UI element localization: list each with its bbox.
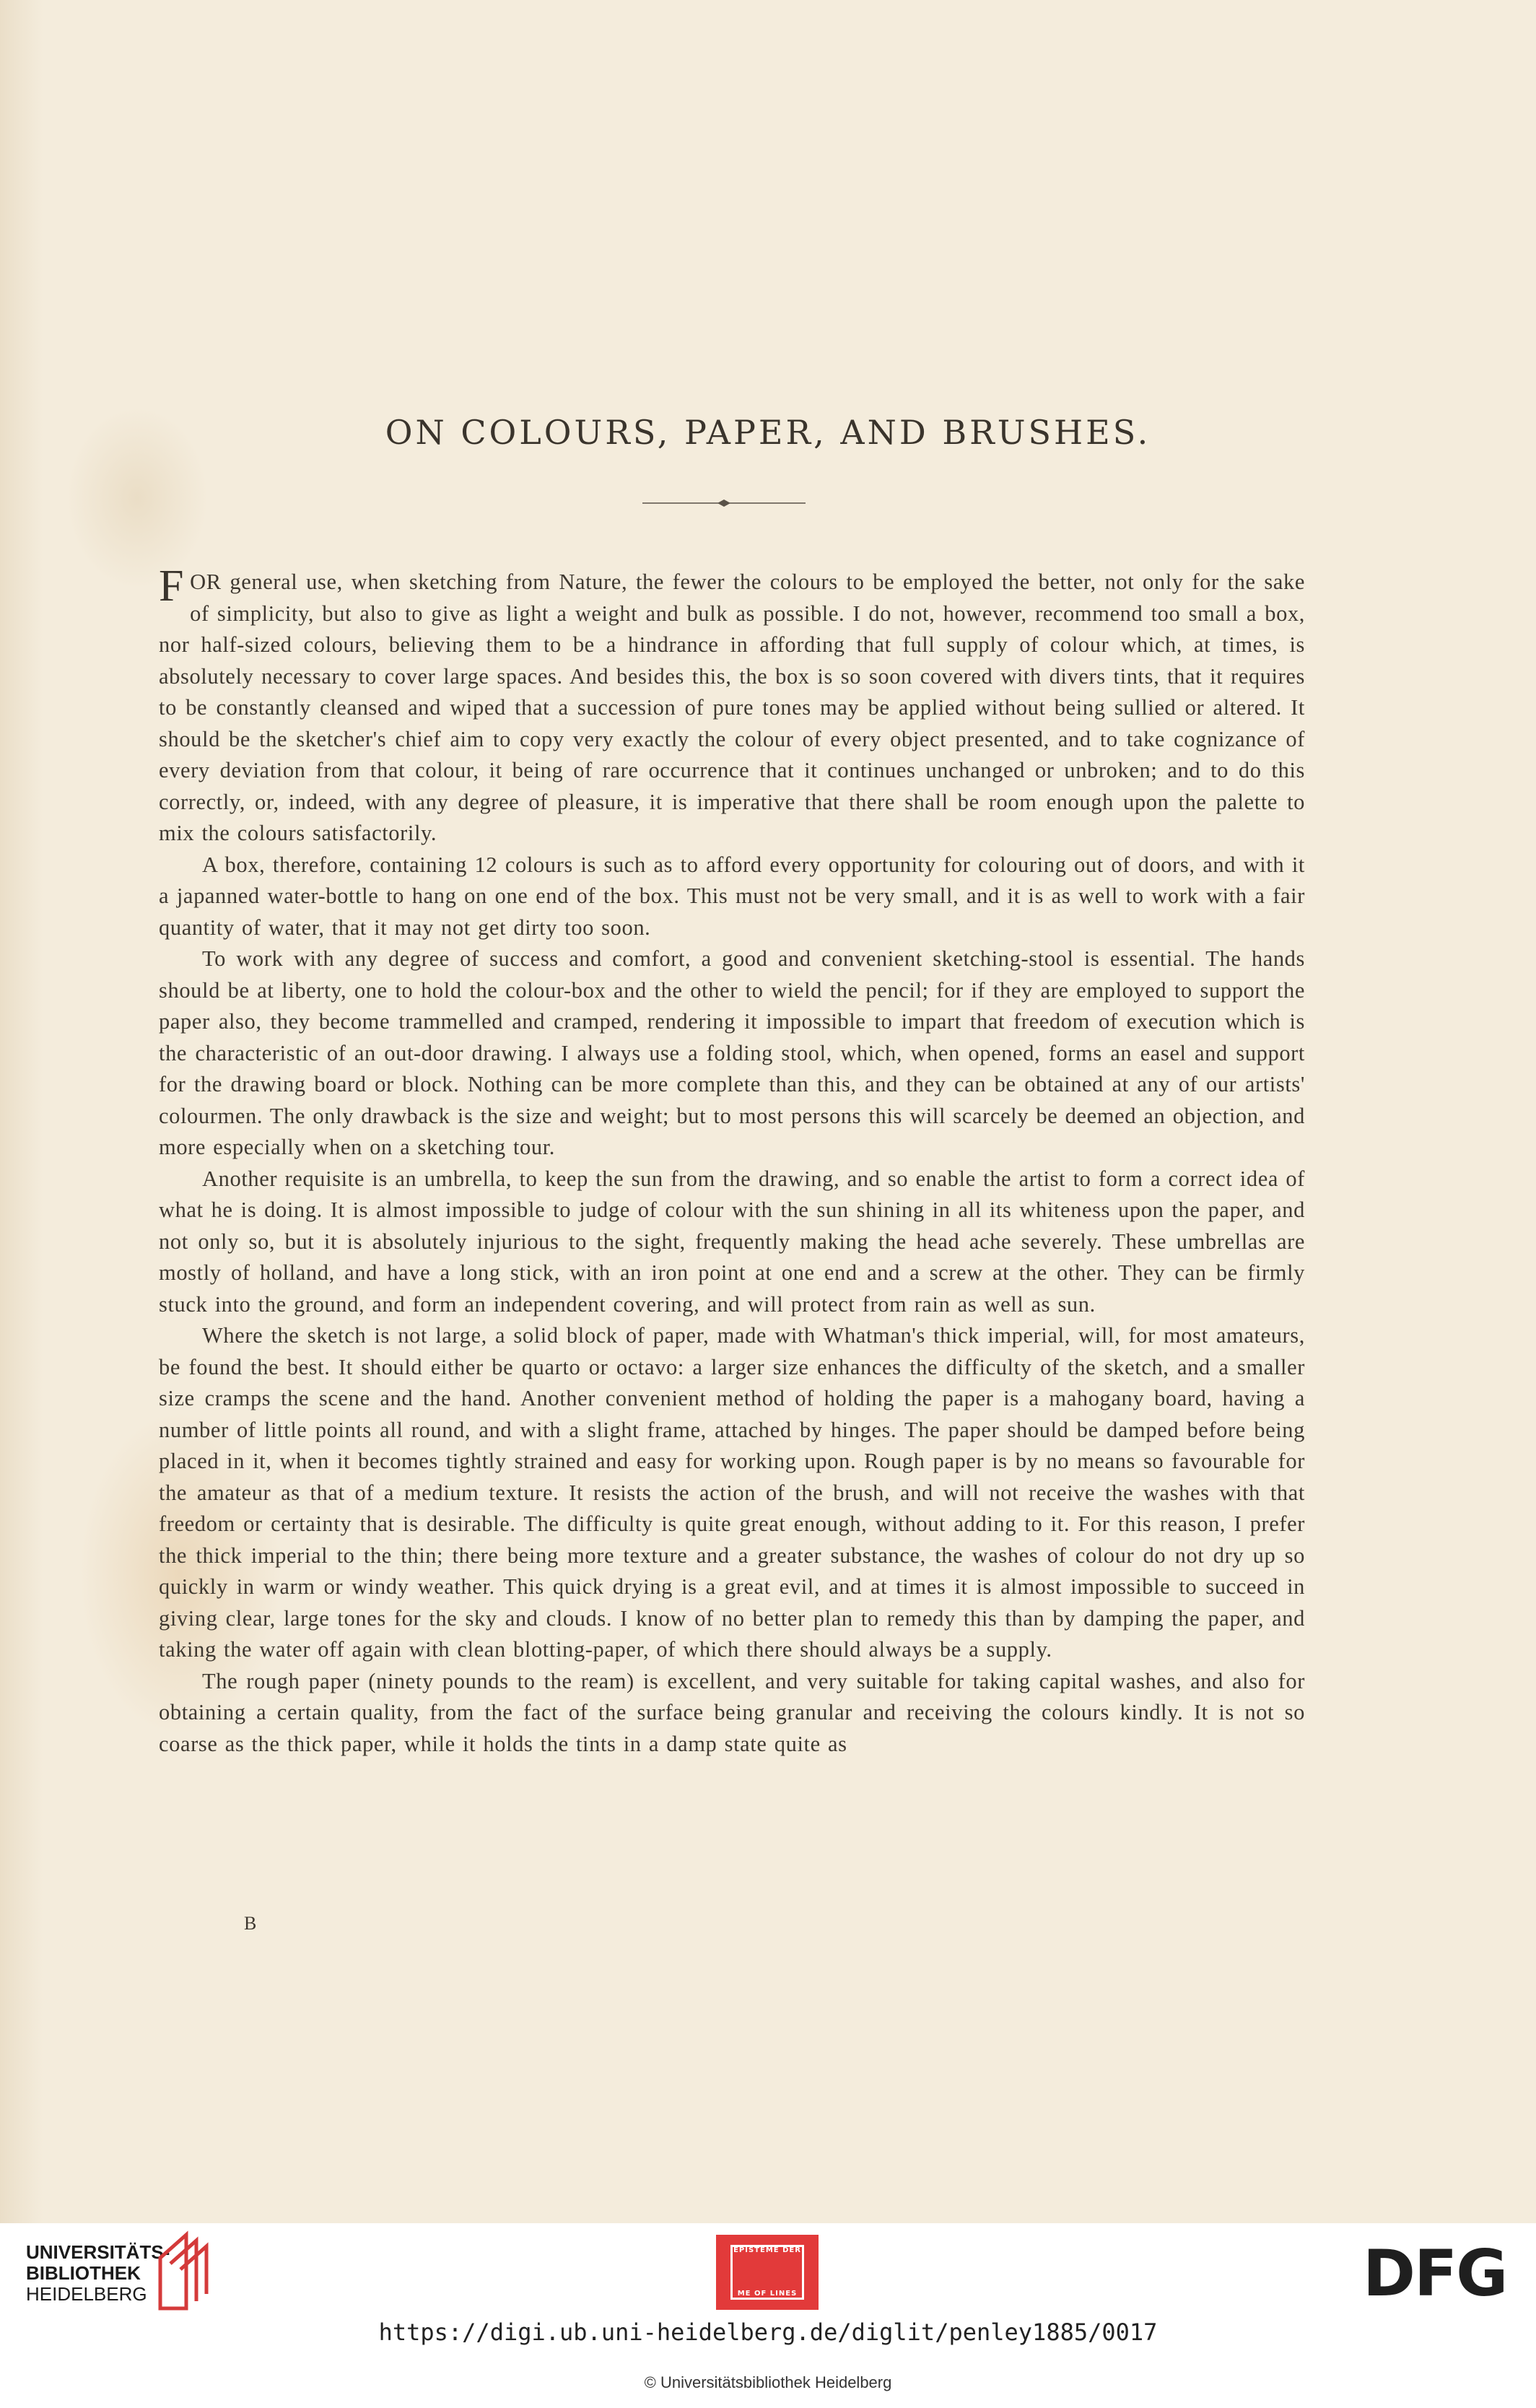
- permalink[interactable]: https://digi.ub.uni-heidelberg.de/diglit/penley1885/0017: [378, 2318, 1158, 2346]
- drop-cap: F: [159, 562, 185, 611]
- paragraph-text: OR general use, when sketching from Nature, the fewer the colours to be employed the better, not only for the sake of simplicity, but also to give as light a weight and bulk as possible. I do not, however, recommend too small a box, nor half-sized colours, believing them to be a hindrance in affording that full supply of colour which, at times, is absolutely necessary to cover large spaces. And besides this, the box is so soon covered with divers tints, that it requires to be constantly cleansed and wiped that a succession of pure tones may be applied without being sullied or altered. It should be the sketcher's chief aim to copy very exactly the colour of every object presented, and to take cognizance of every deviation from that colour, it being of rare occurrence that it continues unchanged or unbroken; and to do this correctly, or, indeed, with any degree of pleasure, it is imperative that there shall be room enough upon the palette to mix the colours satisfactorily.: [159, 570, 1305, 845]
- library-logo-line: BIBLIOTHEK: [26, 2262, 141, 2284]
- copyright-notice: © Universitätsbibliothek Heidelberg: [644, 2373, 892, 2391]
- episteme-logo[interactable]: [716, 2235, 819, 2310]
- dfg-logo[interactable]: DFG: [1363, 2236, 1507, 2311]
- library-logo[interactable]: [26, 2242, 170, 2305]
- paragraph: Another requisite is an umbrella, to keep the sun from the drawing, and so enable the artist to form a correct idea of what he is doing. It is almost impossible to judge of colour with the sun shining in all its whiteness upon the paper, and not only so, but it is absolutely injurious to the sight, frequently making the head ache severely. These umbrellas are mostly of holland, and have a long stick, with an iron point at one end and a screw at the other. They can be firmly stuck into the ground, and form an independent covering, and will protect from rain as well as sun.: [159, 1166, 1305, 1317]
- paragraph: [159, 562, 1305, 850]
- chapter-title: ON COLOURS, PAPER, AND BRUSHES.: [385, 413, 1151, 452]
- body-text: [159, 562, 1305, 1760]
- library-logo-line: HEIDELBERG: [26, 2283, 147, 2305]
- paragraph: A box, therefore, containing 12 colours is such as to afford every opportunity for colouring out of doors, and with it a japanned water-bottle to hang on one end of the box. This must not be very small, and it is as well to work with a fair quantity of water, that it may not get dirty too soon.: [159, 852, 1305, 940]
- signature-mark: B: [244, 1913, 257, 1934]
- episteme-logo-top: EPISTEME DER: [733, 2246, 801, 2254]
- library-logo-line: UNIVERSITÄTS-: [26, 2241, 170, 2263]
- episteme-logo-bottom: ME OF LINES: [737, 2290, 798, 2298]
- paragraph: Where the sketch is not large, a solid block of paper, made with Whatman's thick imperial, will, for most amateurs, be found the best. It should either be quarto or octavo: a larger size enhances the difficulty of the sketch, and a smaller size cramps the scene and the hand. Another convenient method of holding the paper is a mahogany board, having a number of little points all round, and with a slight frame, attached by hinges. The paper should be damped before being placed in it, when it becomes tightly strained and easy for working upon. Rough paper is by no means so favourable for the amateur as that of a medium texture. It resists the action of the brush, and will not receive the washes with that freedom or certainty that is desirable. The difficulty is quite great enough, without adding to it. For this reason, I prefer the thick imperial to the thin; there being more texture and a greater substance, the washes of colour do not dry up so quickly in warm or windy weather. This quick drying is a great evil, and at times it is almost impossible to succeed in giving clear, large tones for the sky and clouds. I know of no better plan to remedy this than by damping the paper, and taking the water off again with clean blotting-paper, of which there should always be a supply.: [159, 1323, 1305, 1662]
- library-mark-icon: [153, 2229, 215, 2314]
- paragraph: To work with any degree of success and comfort, a good and convenient sketching-stool is essential. The hands should be at liberty, one to hold the colour-box and the other to wield the pencil; for if they are employed to support the paper also, they become trammelled and cramped, rendering it impossible to impart that freedom of execution which is the characteristic of an out-door drawing. I always use a folding stool, which, when opened, forms an easel and support for the drawing board or block. Nothing can be more complete than this, and they can be obtained at any of our artists' colourmen. The only drawback is the size and weight; but to most persons this will scarcely be deemed an objection, and more especially when on a sketching tour.: [159, 946, 1305, 1159]
- paragraph: The rough paper (ninety pounds to the ream) is excellent, and very suitable for taking capital washes, and also for obtaining a certain quality, from the fact of the surface being granular and receiving the colours kindly. It is not so coarse as the thick paper, while it holds the tints in a damp state quite as: [159, 1668, 1305, 1756]
- title-ornament: [642, 498, 806, 508]
